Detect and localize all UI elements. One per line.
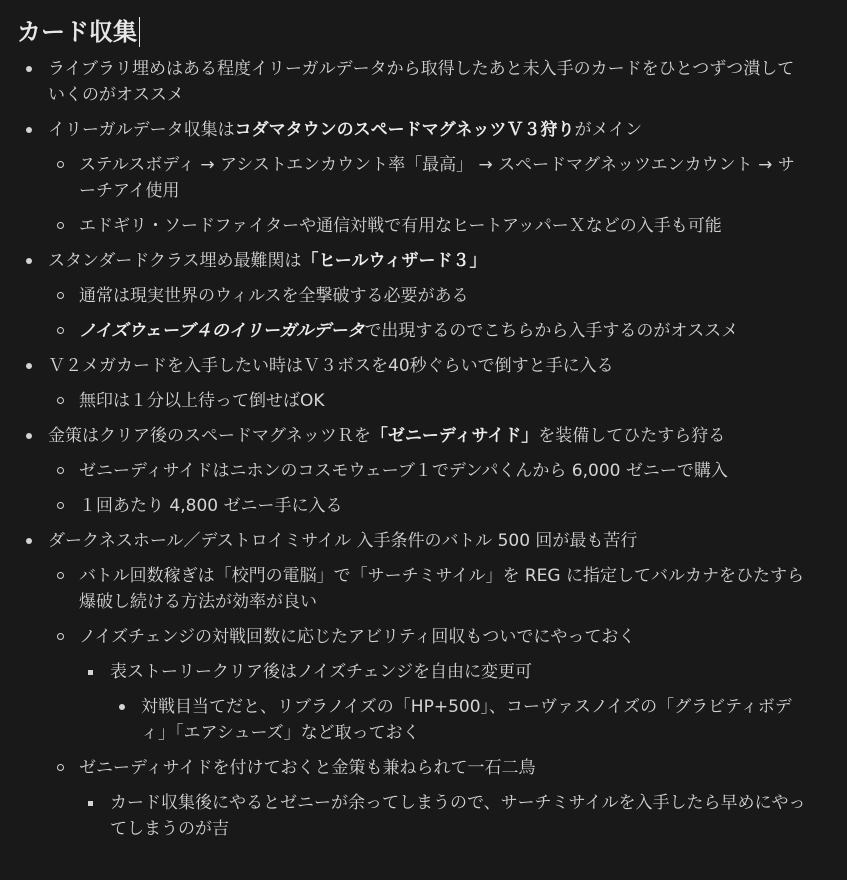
bullet-circle-icon (57, 327, 64, 334)
list-item-text: Ｖ２メガカードを入手したい時はＶ３ボスを40秒ぐらいで倒すと手に入る (48, 356, 614, 376)
list-item[interactable] (48, 755, 807, 842)
list-item-text: 対戦目当てだと、リブラノイズの「HP+500」、コーヴァスノイズの「グラビティボディ」「エアシューズ」など取っておく (141, 697, 792, 743)
list-item-text: ゼニーディサイドはニホンのコスモウェーブ１でデンパくんから 6,000 ゼニーで購入 (79, 461, 728, 481)
list-item[interactable] (48, 318, 807, 344)
text-cursor (139, 17, 140, 47)
list-item-text: 無印は１分以上待って倒せばOK (79, 391, 325, 411)
bullet-square-icon (88, 801, 93, 806)
list-item[interactable] (79, 790, 807, 842)
page-title[interactable] (17, 14, 807, 50)
list-item[interactable] (17, 248, 807, 344)
list-item[interactable] (48, 388, 807, 414)
list-item-text: ノイズチェンジの対戦回数に応じたアビリティ回収もついでにやっておく (79, 627, 636, 647)
list-item-text: カード収集後にやるとゼニーが余ってしまうので、サーチミサイルを入手したら早めにやってしまうのが吉 (110, 793, 806, 839)
list-item-text: スタンダードクラス埋め最難関は (48, 251, 302, 271)
bullet-circle-icon (57, 502, 64, 509)
bold-italic-text: ノイズウェーブ４のイリーガルデータ (79, 321, 365, 341)
list-item-text: イリーガルデータ収集は (48, 120, 235, 140)
bullet-disc-icon (26, 127, 32, 133)
list-item[interactable] (17, 528, 807, 842)
list-item-text: がメイン (574, 120, 643, 140)
list-item[interactable] (48, 493, 807, 519)
list-item[interactable] (79, 659, 807, 746)
list-item-text: 通常は現実世界のウィルスを全撃破する必要がある (79, 286, 469, 306)
list-item-text: ライブラリ埋めはある程度イリーガルデータから取得したあと未入手のカードをひとつずつ潰していくのがオススメ (48, 59, 795, 105)
sub-list (48, 458, 807, 519)
list-item[interactable] (48, 624, 807, 746)
list-item-text: バトル回数稼ぎは「校門の電脳」で「サーチミサイル」を REG に指定してバルカナをひたすら爆破し続ける方法が効率が良い (79, 566, 805, 612)
list-item[interactable] (17, 56, 807, 108)
sub-list (79, 790, 807, 842)
list-item-text: 表ストーリークリア後はノイズチェンジを自由に変更可 (110, 662, 533, 682)
list-item-text: １回あたり 4,800 ゼニー手に入る (79, 496, 343, 516)
list-item-text: ダークネスホール／デストロイミサイル 入手条件のバトル 500 回が最も苦行 (48, 531, 638, 551)
list-item[interactable] (17, 423, 807, 519)
bullet-circle-icon (57, 572, 64, 579)
sub-list (48, 388, 807, 414)
list-item-text: ステルスボディ → アシストエンカウント率「最高」 → スペードマグネッツエンカウント → サーチアイ使用 (79, 155, 795, 201)
bullet-circle-icon (57, 764, 64, 771)
sub-list (48, 563, 807, 842)
bullet-circle-icon (57, 222, 64, 229)
bullet-disc-icon (119, 704, 125, 710)
bold-text: 「ゼニーディサイド」 (370, 426, 539, 446)
bullet-square-icon (88, 670, 93, 675)
list-item-text: 金策はクリア後のスペードマグネッツＲを (48, 426, 371, 446)
sub-list (48, 152, 807, 239)
list-item-text: エドギリ・ソードファイターや通信対戦で有用なヒートアッパーＸなどの入手も可能 (79, 216, 722, 236)
bold-text: 「ヒールウィザード３」 (301, 251, 487, 271)
bullet-circle-icon (57, 397, 64, 404)
bullet-disc-icon (26, 433, 32, 439)
list-item[interactable] (17, 353, 807, 414)
list-item[interactable] (48, 563, 807, 615)
list-item[interactable] (110, 694, 807, 746)
bullet-circle-icon (57, 633, 64, 640)
list-item[interactable] (48, 283, 807, 309)
bullet-disc-icon (26, 538, 32, 544)
list-item[interactable] (17, 117, 807, 239)
list-item[interactable] (48, 213, 807, 239)
bold-text: コダマタウンのスペードマグネッツＶ３狩り (234, 120, 575, 140)
bullet-circle-icon (57, 161, 64, 168)
list-item[interactable] (48, 152, 807, 204)
bullet-circle-icon (57, 292, 64, 299)
list-item-text: ゼニーディサイドを付けておくと金策も兼ねられて一石二鳥 (79, 758, 536, 778)
bullet-disc-icon (26, 66, 32, 72)
bullet-list (17, 56, 807, 842)
list-item-text: を装備してひたすら狩る (538, 426, 726, 446)
sub-list (79, 659, 807, 746)
sub-list (110, 694, 807, 746)
page-title-text[interactable]: カード収集 (17, 18, 137, 46)
bullet-disc-icon (26, 258, 32, 264)
bullet-circle-icon (57, 467, 64, 474)
list-item-text: で出現するのでこちらから入手するのがオススメ (364, 321, 739, 341)
bullet-disc-icon (26, 363, 32, 369)
document (17, 14, 807, 851)
sub-list (48, 283, 807, 344)
list-item[interactable] (48, 458, 807, 484)
